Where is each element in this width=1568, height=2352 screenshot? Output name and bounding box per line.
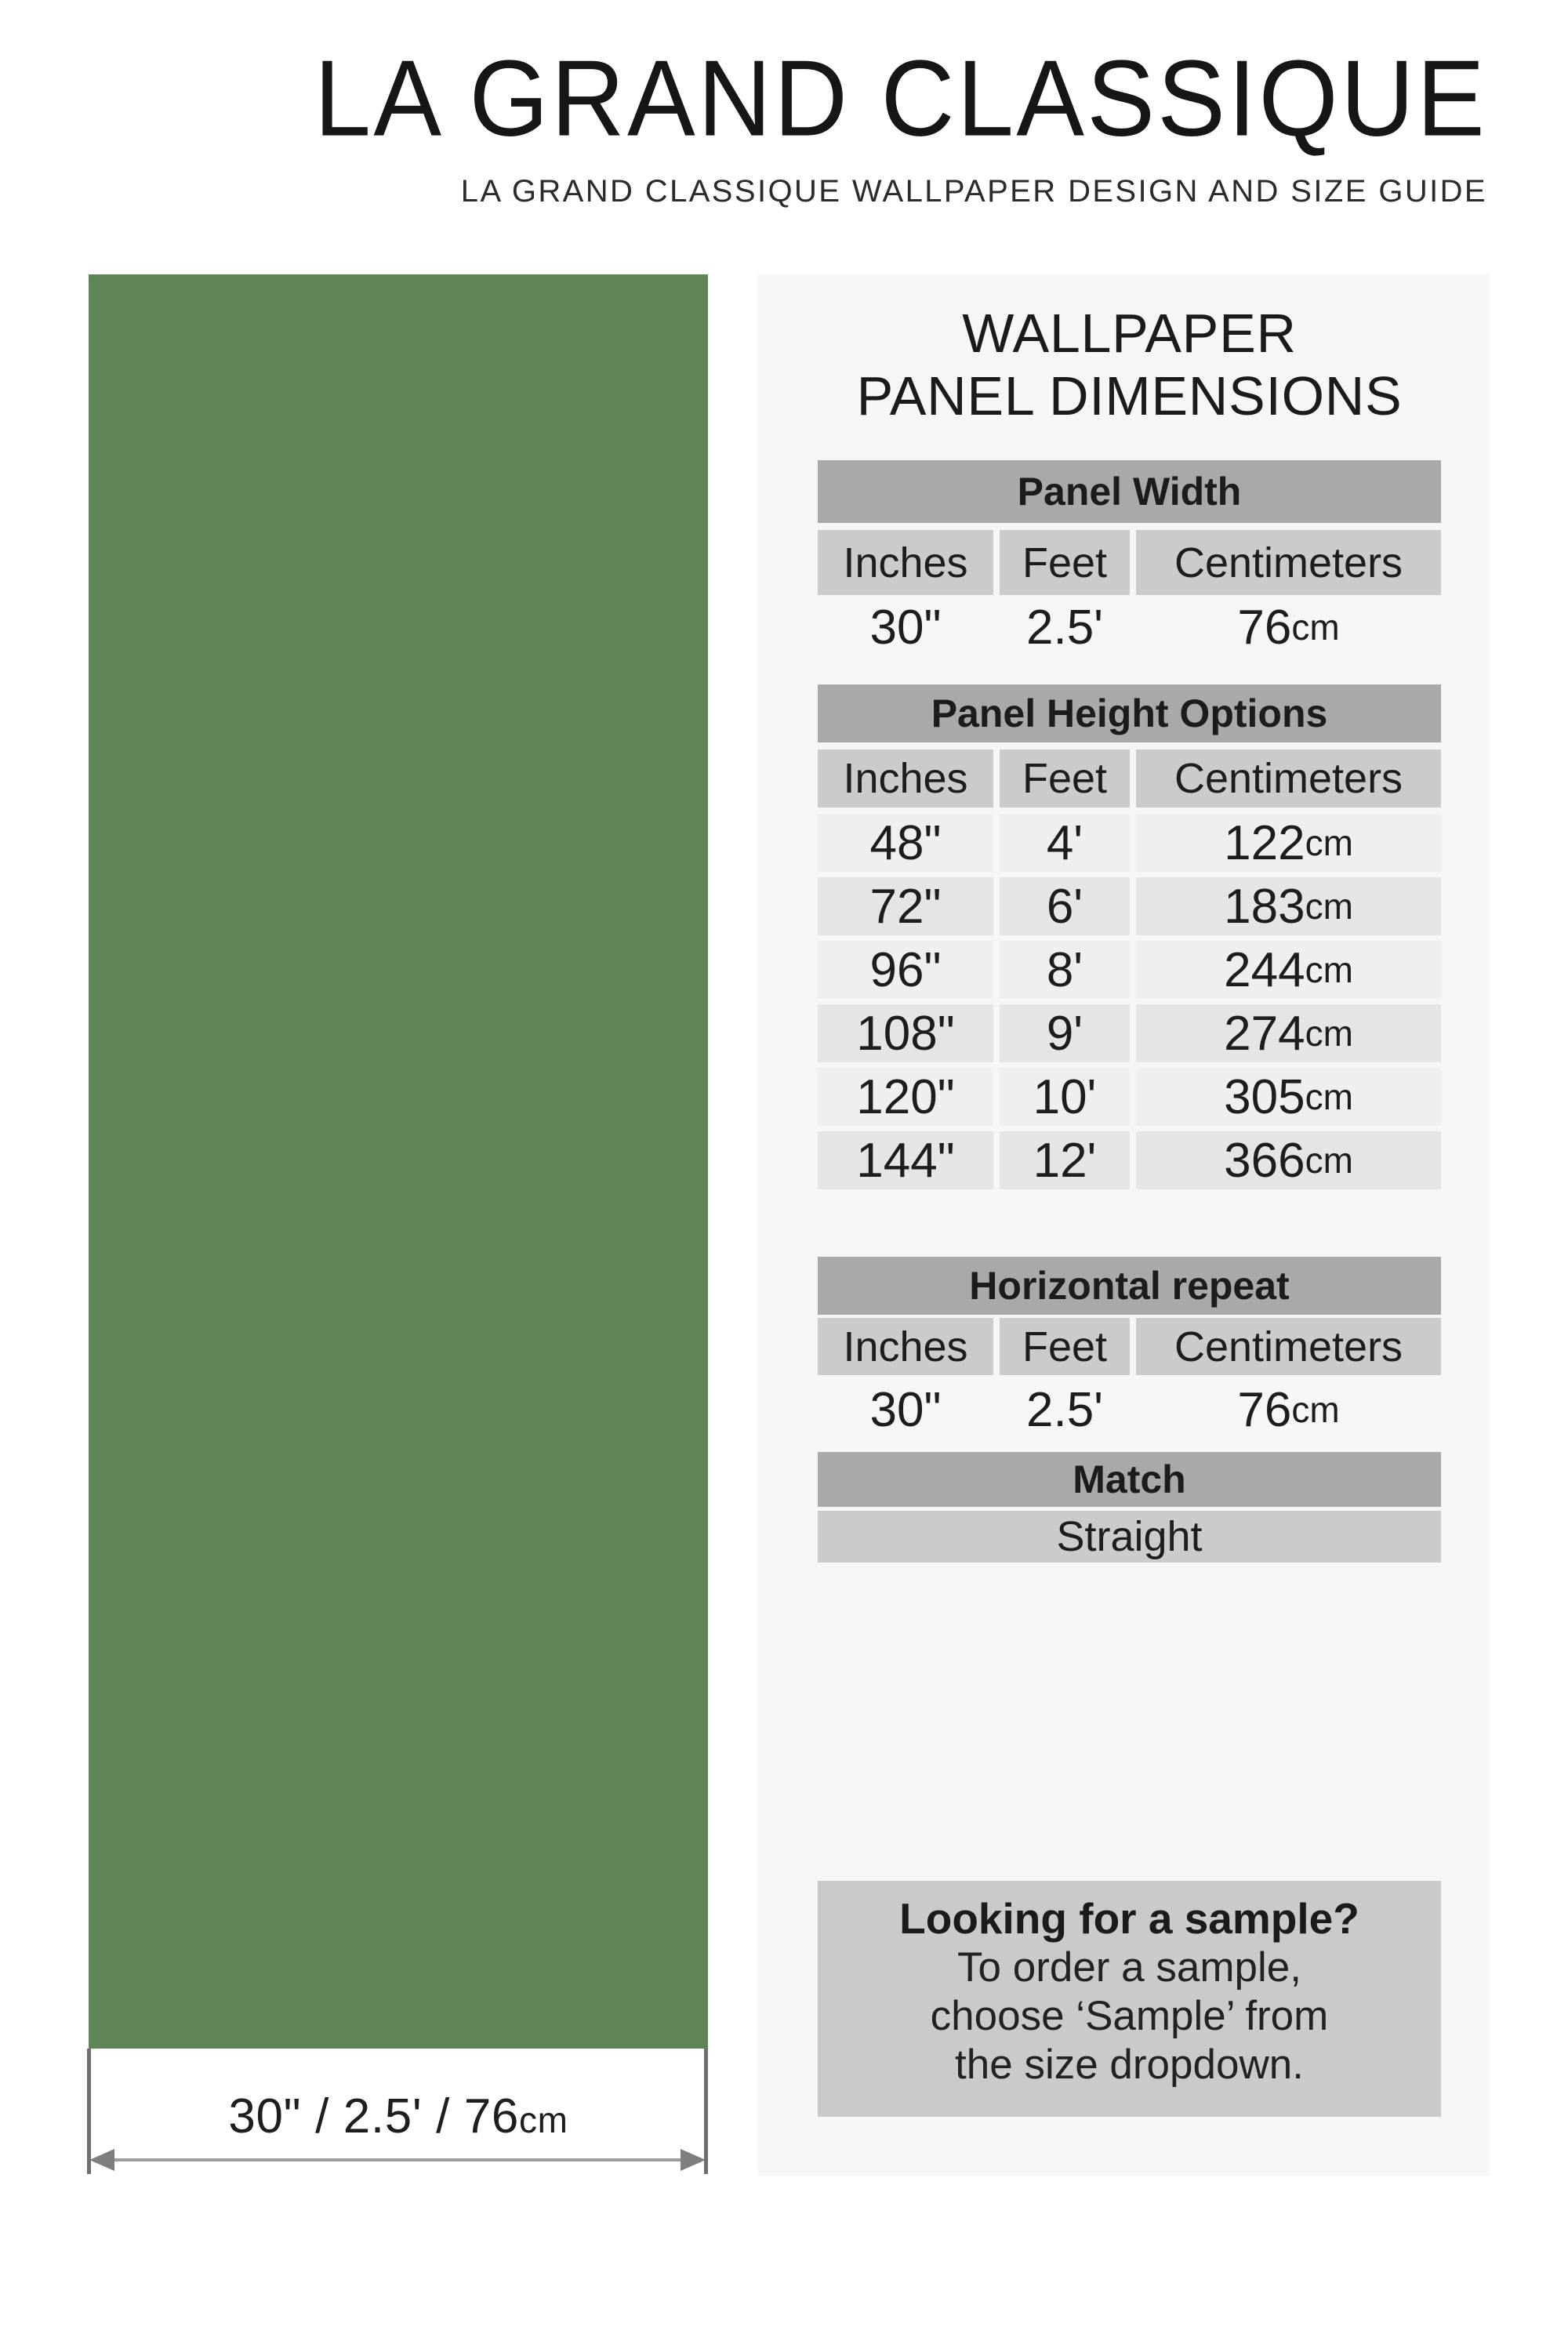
cell-centimeters: 76 cm (1237, 1382, 1340, 1437)
cell-inches: 30" (869, 600, 942, 655)
horizontal-repeat-column-headers (818, 1318, 1441, 1375)
cell-feet: 6' (1000, 877, 1130, 935)
panel-heading-line1: WALLPAPER (962, 303, 1297, 364)
sample-note-title: Looking for a sample? (899, 1894, 1359, 1943)
measure-arrow-line (108, 2158, 688, 2161)
table-row (818, 814, 1441, 872)
panel-height-column-headers (818, 750, 1441, 808)
column-header-feet: Feet (1000, 530, 1130, 595)
column-header-feet: Feet (1000, 1318, 1130, 1375)
width-measure-label (89, 2089, 708, 2144)
table-row (818, 941, 1441, 999)
sample-note-line: To order a sample, (957, 1944, 1301, 1991)
panel-width-column-headers (818, 530, 1441, 595)
cell-feet: 12' (1000, 1131, 1130, 1189)
sample-note-line: choose ‘Sample’ from (930, 1993, 1329, 2039)
width-measure-unit: cm (519, 2100, 568, 2140)
width-measure-value: 30" / 2.5' / 76 (228, 2089, 520, 2143)
brand-title: LA GRAND CLASSIQUE (314, 37, 1487, 159)
horizontal-repeat-row (818, 1375, 1441, 1444)
arrowhead-left-icon (89, 2149, 114, 2171)
cell-inches: 144" (818, 1131, 993, 1189)
match-header: Match (818, 1452, 1441, 1507)
cell-inches: 108" (818, 1004, 993, 1062)
panel-width-header: Panel Width (818, 460, 1441, 523)
cell-centimeters: 122 cm (1136, 814, 1441, 872)
cell-centimeters: 366 cm (1136, 1131, 1441, 1189)
sample-note-line: the size dropdown. (955, 2042, 1304, 2088)
cell-feet: 2.5' (1025, 1382, 1104, 1437)
cell-feet: 8' (1000, 941, 1130, 999)
wallpaper-swatch (89, 274, 708, 2049)
column-header-inches: Inches (818, 1318, 993, 1375)
column-header-centimeters: Centimeters (1136, 530, 1441, 595)
panel-heading-line2: PANEL DIMENSIONS (856, 365, 1403, 426)
dimensions-panel (757, 274, 1490, 2176)
horizontal-repeat-header: Horizontal repeat (818, 1257, 1441, 1315)
cell-centimeters: 305 cm (1136, 1068, 1441, 1126)
table-row (818, 1004, 1441, 1062)
cell-centimeters: 244 cm (1136, 941, 1441, 999)
cell-centimeters: 76 cm (1237, 600, 1340, 655)
cell-feet: 2.5' (1025, 600, 1104, 655)
page-subtitle: LA GRAND CLASSIQUE WALLPAPER DESIGN AND SIZE GUIDE (460, 174, 1487, 209)
panel-heading (818, 302, 1441, 427)
column-header-feet: Feet (1000, 750, 1130, 808)
column-header-inches: Inches (818, 750, 993, 808)
table-row (818, 877, 1441, 935)
sample-note-box (818, 1881, 1441, 2117)
cell-inches: 30" (869, 1382, 942, 1437)
cell-inches: 120" (818, 1068, 993, 1126)
column-header-inches: Inches (818, 530, 993, 595)
column-header-centimeters: Centimeters (1136, 1318, 1441, 1375)
cell-feet: 10' (1000, 1068, 1130, 1126)
panel-height-rows (818, 814, 1441, 1195)
panel-width-row (818, 592, 1441, 662)
table-row (818, 1068, 1441, 1126)
match-value: Straight (818, 1511, 1441, 1563)
panel-height-header: Panel Height Options (818, 684, 1441, 742)
arrowhead-right-icon (681, 2149, 706, 2171)
table-row (818, 1131, 1441, 1189)
cell-inches: 96" (818, 941, 993, 999)
cell-inches: 48" (818, 814, 993, 872)
cell-inches: 72" (818, 877, 993, 935)
cell-feet: 9' (1000, 1004, 1130, 1062)
cell-centimeters: 274 cm (1136, 1004, 1441, 1062)
cell-feet: 4' (1000, 814, 1130, 872)
column-header-centimeters: Centimeters (1136, 750, 1441, 808)
cell-centimeters: 183 cm (1136, 877, 1441, 935)
